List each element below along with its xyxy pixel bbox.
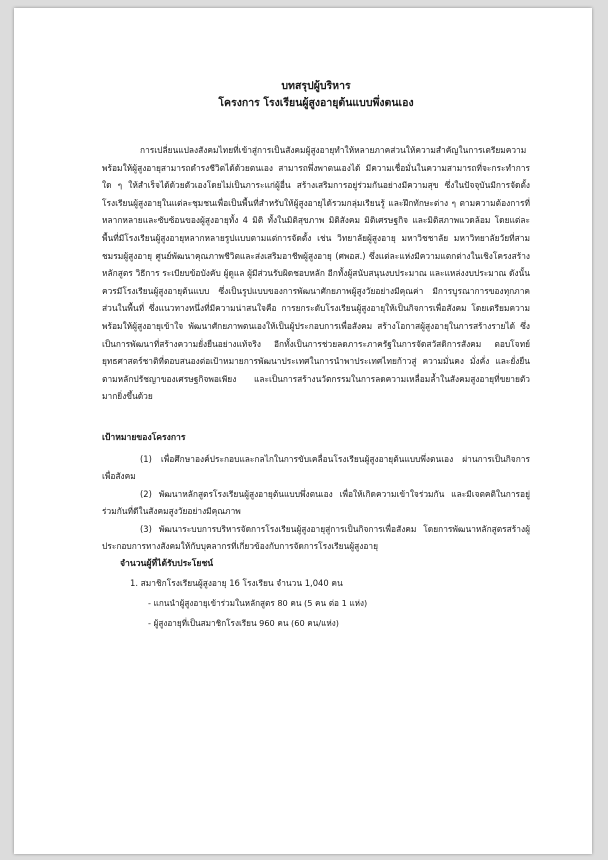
goals-heading: เป้าหมายของโครงการ	[102, 432, 186, 443]
project-title: โครงการ โรงเรียนผู้สูงอายุต้นแบบพึ่งตนเอง	[218, 97, 414, 109]
beneficiaries-heading: จำนวนผู้ที่ได้รับประโยชน์	[120, 559, 214, 570]
page-title: บทสรุปผู้บริหาร	[281, 80, 351, 92]
beneficiaries-item: 1. สมาชิกโรงเรียนผู้สูงอายุ 16 โรงเรียน จำนวน 1,040 คน	[130, 578, 343, 589]
intro-paragraph: การเปลี่ยนแปลงสังคมไทยที่เข้าสู่การเป็นสังคมผู้สูงอายุทำให้หลายภาคส่วนให้ความสำคัญในการเตรียมความพร้อมให้ผู้สูงอายุสามารถดำรงชีวิตได้ด้วยตนเอง สามารถพึ่งพาตนเองได้ มีความเชื่อมั่นในความสามารถที่จะกระทำการใด ๆ ให้สำเร็จได้ด้วยตัวเองโดยไม่เป็นภาระแก่ผู้อื่น สร้างเสริมการอยู่ร่วมกันอย่างมีความสุข ซึ่งในปัจจุบันมีการจัดตั้งโรงเรียนผู้สูงอายุในแต่ละชุมชนเพื่อเป็นพื้นที่สำหรับให้ผู้สูงอายุได้รวมกลุ่มเรียนรู้ และฝึกทักษะต่าง ๆ ตามความต้องการที่หลากหลายและซับซ้อนของผู้สูงอายุทั้ง 4 มิติ ทั้งในมิติสุขภาพ มิติสังคม มิติเศรษฐกิจ และมิติสภาพแวดล้อม โดยแต่ละพื้นที่มีโรงเรียนผู้สูงอายุหลากหลายรูปแบบตามแต่การจัดตั้ง เช่น วิทยาลัยผู้สูงอายุ มหาวิชชาลัย มหาวิทยาลัยวัยที่สาม ชมรมผู้สูงอายุ ศูนย์พัฒนาคุณภาพชีวิตและส่งเสริมอาชีพผู้สูงอายุ (ศพอส.) ซึ่งแต่ละแห่งมีความแตกต่างในเชิงโครงสร้าง หลักสูตร วิธีการ ระเบียบข้อบังคับ ผู้ดูแล ผู้มีส่วนรับผิดชอบหลัก อีกทั้งผู้สนับสนุนงบประมาณ และแหล่งงบประมาณ ดังนั้นควรมีโรงเรียนผู้สูงอายุต้นแบบ ซึ่งเป็นรูปแบบของการพัฒนาศักยภาพผู้สูงวัยอย่างมีคุณค่า มีการบูรณาการของทุกภาคส่วนในพื้นที่ ซึ่งแนวทางหนึ่งที่มีความน่าสนใจคือ การยกระดับโรงเรียนผู้สูงอายุให้เป็นกิจการเพื่อสังคม โดยเตรียมความพร้อมให้ผู้สูงอายุเข้าใจ พัฒนาศักยภาพตนเองให้เป็นผู้ประกอบการเพื่อสังคม สร้างโอกาสผู้สูงอายุในการสร้างรายได้ ซึ่งเป็นการพัฒนาที่สร้างความยั่งยืนอย่างแท้จริง อีกทั้งเป็นการช่วยลดภาระภาครัฐในการจัดสวัสดิการสังคม ตอบโจทย์ยุทธศาสตร์ชาติที่ตอบสนองต่อเป้าหมายการพัฒนาประเทศในการนำพาประเทศไทยก้าวสู่ ความมั่นคง มั่งคั่ง และยั่งยืน ตามหลักปรัชญาของเศรษฐกิจพอเพียง และเป็นการสร้างนวัตกรรมในการลดความเหลื่อมล้ำในสังคมสูงอายุที่ขยายตัวมากยิ่งขึ้นด้วย	[102, 145, 530, 402]
document-page	[14, 8, 592, 854]
goal-item: (3) พัฒนาระบบการบริหารจัดการโรงเรียนผู้สูงอายุสู่การเป็นกิจการเพื่อสังคม โดยการพัฒนาหลักสูตรสร้างผู้ประกอบการทางสังคมให้กับบุคลากรที่เกี่ยวข้องกับการจัดการโรงเรียนผู้สูงอายุ	[102, 523, 530, 551]
goal-item: (1) เพื่อศึกษาองค์ประกอบและกลไกในการขับเคลื่อนโรงเรียนผู้สูงอายุต้นแบบพึ่งตนเอง ผ่านการเป็นกิจการเพื่อสังคม	[102, 453, 530, 482]
goal-item: (2) พัฒนาหลักสูตรโรงเรียนผู้สูงอายุต้นแบบพึ่งตนเอง เพื่อให้เกิดความเข้าใจร่วมกัน และมีเจตคติในการอยู่ร่วมกันที่ดีในสังคมสูงวัยอย่างมีคุณภาพ	[102, 488, 530, 517]
beneficiaries-sub-item: - ผู้สูงอายุที่เป็นสมาชิกโรงเรียน 960 คน (60 คน/แห่ง)	[148, 618, 339, 629]
beneficiaries-sub-item: - แกนนำผู้สูงอายุเข้าร่วมในหลักสูตร 80 คน (5 คน ต่อ 1 แห่ง)	[148, 598, 368, 609]
